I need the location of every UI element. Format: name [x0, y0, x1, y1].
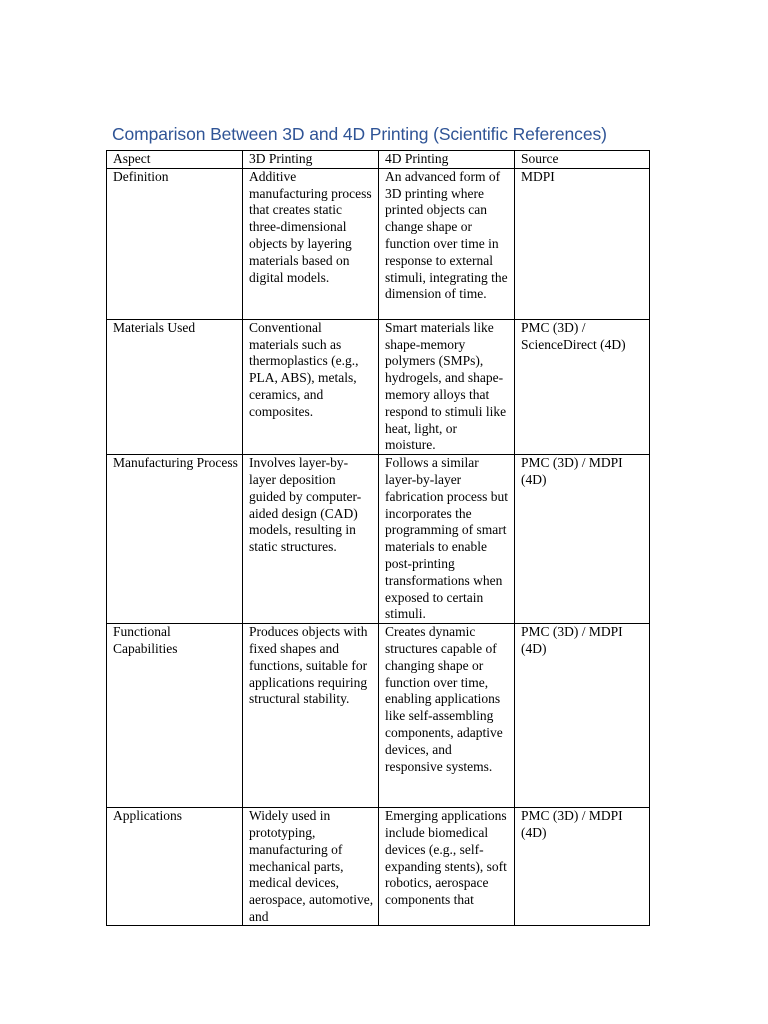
- table-row: [107, 319, 650, 454]
- cell-source: PMC (3D) / MDPI (4D): [515, 624, 650, 808]
- cell-3d-printing: Produces objects with fixed shapes and functions, suitable for applications requiring structural stability.: [243, 624, 379, 808]
- cell-text: Widely used in prototyping, manufacturing of mechanical parts, medical devices, aerospace, automotive, and: [249, 808, 374, 924]
- table-header-row: [107, 151, 650, 169]
- cell-4d-printing: [379, 808, 515, 926]
- table-row: [107, 624, 650, 808]
- table-row: [107, 455, 650, 624]
- cell-source: PMC (3D) / ScienceDirect (4D): [515, 319, 650, 454]
- cell-3d-printing: Involves layer-by-layer deposition guided by computer-aided design (CAD) models, resulting in static structures.: [243, 455, 379, 624]
- cell-source: PMC (3D) / MDPI (4D): [515, 455, 650, 624]
- cell-3d-printing: Additive manufacturing process that creates static three-dimensional objects by layering materials based on digital models.: [243, 168, 379, 319]
- header-4d-printing: 4D Printing: [379, 151, 515, 169]
- cell-3d-printing: [243, 808, 379, 926]
- cell-source: [515, 808, 650, 926]
- cell-aspect: [107, 808, 243, 926]
- header-source: Source: [515, 151, 650, 169]
- cell-source: MDPI: [515, 168, 650, 319]
- header-3d-printing: 3D Printing: [243, 151, 379, 169]
- cell-text: Emerging applications include biomedical devices (e.g., self-expanding stents), soft robotics, aerospace components that: [385, 808, 507, 908]
- table-row: [107, 808, 650, 926]
- cell-text: PMC (3D) / MDPI (4D): [521, 808, 623, 840]
- cell-4d-printing: Creates dynamic structures capable of changing shape or function over time, enabling applications like self-assembling components, adaptive devices, and responsive systems.: [379, 624, 515, 808]
- cell-aspect: Definition: [107, 168, 243, 319]
- header-aspect: Aspect: [107, 151, 243, 169]
- comparison-table: [106, 150, 650, 926]
- cell-4d-printing: Follows a similar layer-by-layer fabrication process but incorporates the programming of smart materials to enable post-printing transformations when exposed to certain stimuli.: [379, 455, 515, 624]
- document-title: Comparison Between 3D and 4D Printing (Scientific References): [112, 124, 607, 144]
- cell-aspect: Functional Capabilities: [107, 624, 243, 808]
- table-row: [107, 168, 650, 319]
- cell-4d-printing: Smart materials like shape-memory polymers (SMPs), hydrogels, and shape-memory alloys that respond to stimuli like heat, light, or moisture.: [379, 319, 515, 454]
- cell-text: Applications: [113, 808, 182, 824]
- cell-3d-printing: Conventional materials such as thermoplastics (e.g., PLA, ABS), metals, ceramics, and composites.: [243, 319, 379, 454]
- cell-4d-printing: An advanced form of 3D printing where printed objects can change shape or function over time in response to external stimuli, integrating the dimension of time.: [379, 168, 515, 319]
- cell-aspect: Manufacturing Process: [107, 455, 243, 624]
- cell-aspect: Materials Used: [107, 319, 243, 454]
